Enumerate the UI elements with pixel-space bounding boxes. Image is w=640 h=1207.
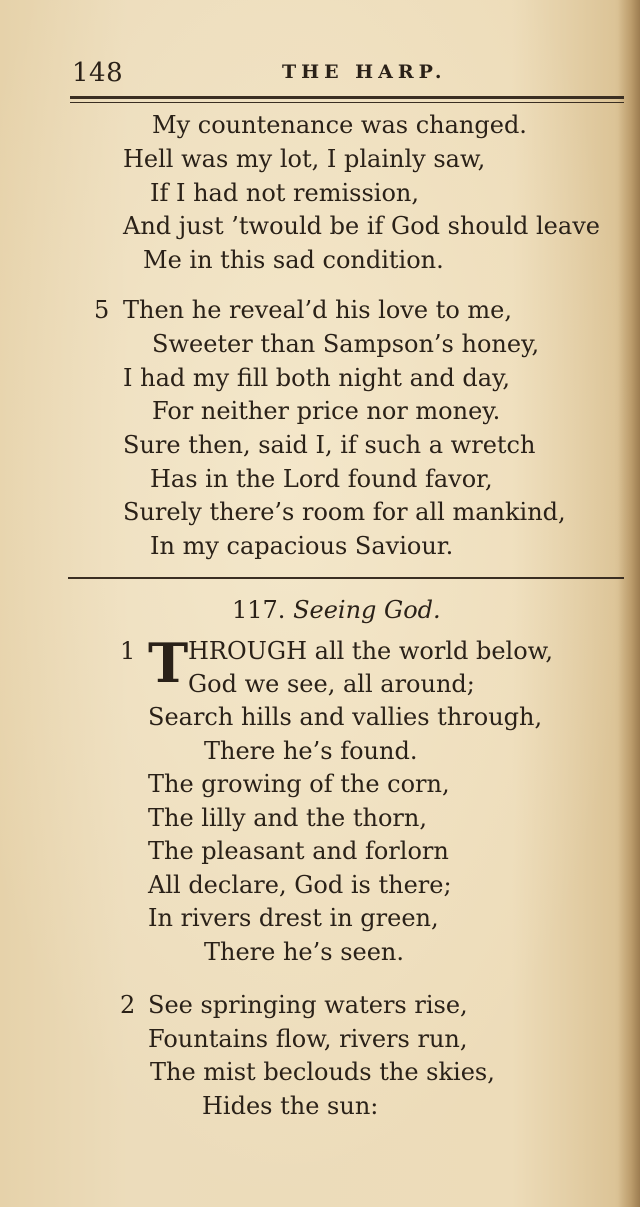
verse-line: There he’s seen.: [204, 938, 405, 966]
hymn-title: [232, 595, 441, 625]
verse-line: Search hills and vallies through,: [148, 703, 543, 731]
verse-line: The growing of the corn,: [148, 770, 450, 798]
verse-line: And just ’twould be if God should leave: [123, 212, 600, 240]
verse-line: In rivers drest in green,: [148, 904, 439, 932]
verse-line: Then he reveal’d his love to me,: [123, 296, 512, 324]
verse-line: My countenance was changed.: [152, 111, 527, 139]
verse-line: Hides the sun:: [202, 1092, 379, 1120]
header-rule-thin: [70, 102, 624, 103]
verse-line: Hell was my lot, I plainly saw,: [123, 145, 486, 173]
verse-line: The lilly and the thorn,: [148, 804, 427, 832]
verse-line: Sure then, said I, if such a wretch: [123, 431, 536, 459]
verse-line: God we see, all around;: [188, 670, 475, 698]
drop-cap: T: [148, 631, 189, 695]
verse-line: There he’s found.: [204, 737, 418, 765]
section-rule: [68, 577, 624, 579]
verse-line: I had my fill both night and day,: [123, 364, 510, 392]
verse-line: See springing waters rise,: [148, 991, 468, 1019]
stanza-number: 5: [94, 296, 110, 324]
verse-line: Me in this sad condition.: [143, 246, 444, 274]
verse-line: The pleasant and forlorn: [148, 837, 449, 865]
verse-line: HROUGH all the world below,: [188, 637, 554, 665]
page-number: 148: [72, 58, 124, 88]
verse-line: The mist beclouds the skies,: [150, 1058, 495, 1086]
stanza-number: 2: [120, 991, 136, 1019]
verse-line: All declare, God is there;: [148, 871, 452, 899]
verse-line: Fountains flow, rivers run,: [148, 1025, 468, 1053]
hymn-number: 117.: [232, 596, 286, 624]
hymn-name: Seeing God.: [293, 596, 441, 624]
verse-line: In my capacious Saviour.: [150, 532, 454, 560]
verse-line: Sweeter than Sampson’s honey,: [152, 330, 540, 358]
verse-line: For neither price nor money.: [152, 397, 501, 425]
running-title: THE HARP.: [282, 61, 447, 83]
header-rule-thick: [70, 96, 624, 99]
stanza-number: 1: [120, 637, 136, 665]
verse-line: Surely there’s room for all mankind,: [123, 498, 566, 526]
page-edge-shadow: [618, 0, 640, 1207]
verse-line: Has in the Lord found favor,: [150, 465, 493, 493]
verse-line: If I had not remission,: [150, 179, 419, 207]
